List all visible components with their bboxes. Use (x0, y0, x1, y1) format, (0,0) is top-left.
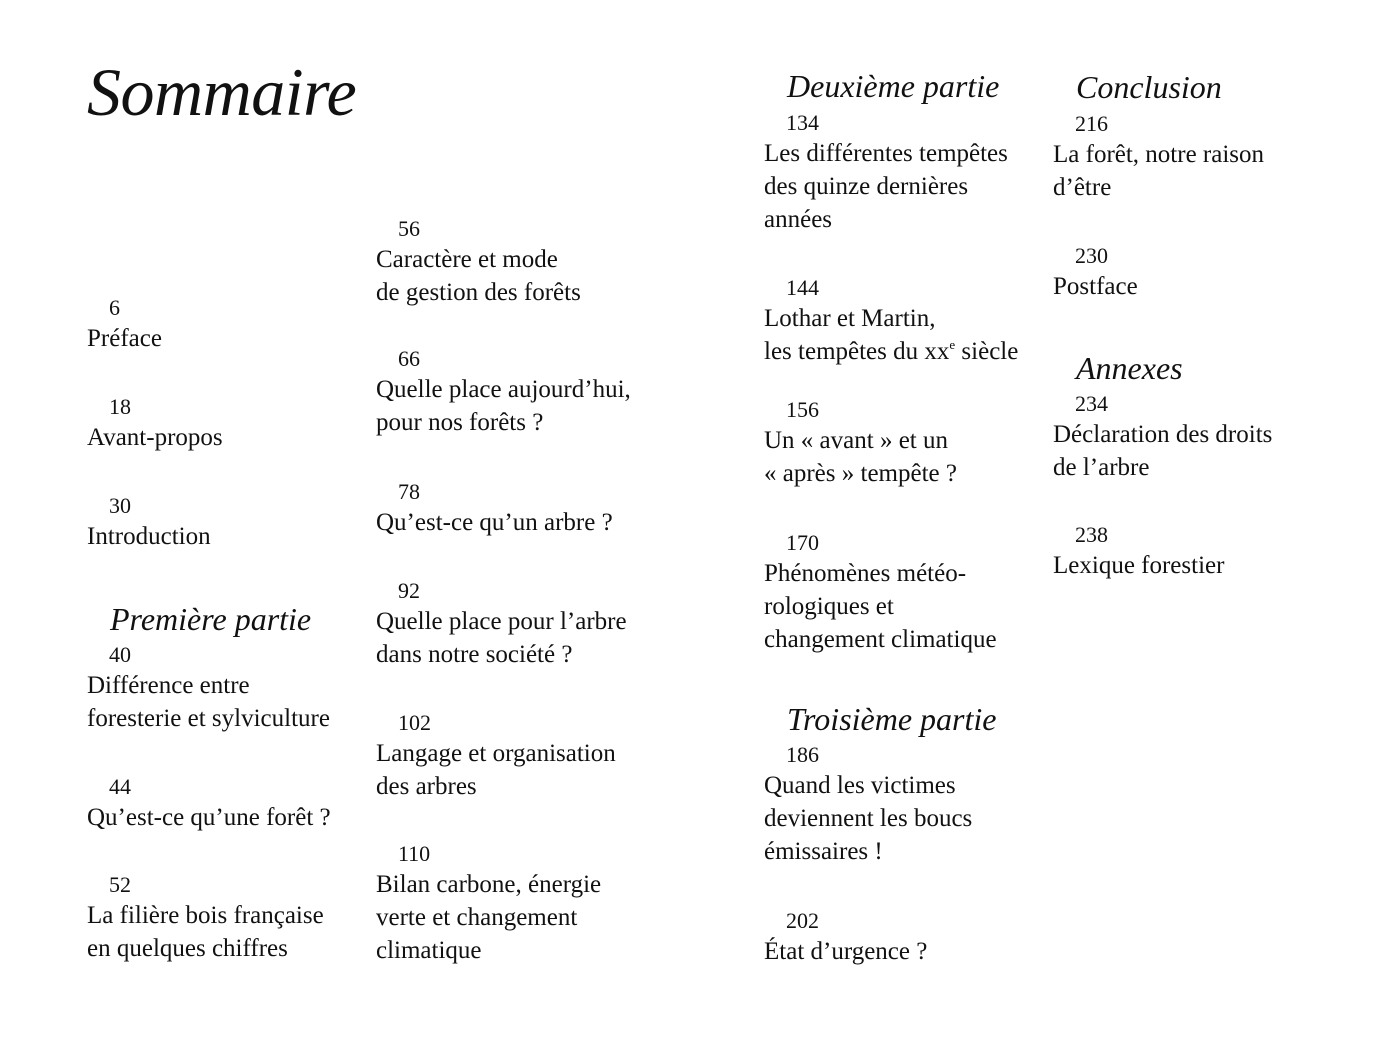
entry-title-line: Les différentes tempêtes (764, 140, 1008, 167)
page-number: 6 (109, 295, 120, 320)
entry-title-line: La forêt, notre raison (1053, 141, 1265, 168)
page-number: 44 (109, 774, 131, 799)
entry-title-line: Quelle place pour l’arbre (376, 608, 627, 635)
toc-entry-bilan-carbone[interactable] (376, 840, 601, 967)
page-number: 216 (1075, 111, 1108, 136)
toc-entry-declaration[interactable] (1053, 390, 1272, 484)
entry-title: Introduction (87, 523, 211, 550)
entry-title: Préface (87, 325, 162, 352)
toc-entry-langage[interactable] (376, 709, 616, 803)
page-number: 40 (109, 642, 131, 667)
entry-title-line: Caractère et mode (376, 246, 558, 273)
entry-title-line: Déclaration des droits (1053, 421, 1273, 448)
toc-entry-raison-detre[interactable] (1053, 110, 1264, 204)
page-number: 238 (1075, 522, 1108, 547)
entry-title-line: La filière bois française (87, 902, 324, 929)
entry-title-line: Lothar et Martin, (764, 305, 936, 332)
entry-title: Postface (1053, 273, 1138, 300)
entry-title-line: des quinze dernières (764, 173, 969, 200)
page-number: 230 (1075, 243, 1108, 268)
page-number: 186 (786, 742, 819, 767)
page-number: 134 (786, 110, 819, 135)
toc-entry-avant-propos[interactable] (87, 393, 223, 454)
page-number: 102 (398, 710, 431, 735)
entry-title-line: Différence entre (87, 672, 250, 699)
entry-title-line: deviennent les boucs (764, 805, 973, 832)
entry-title-text: siècle (955, 338, 1019, 365)
entry-title: Lexique forestier (1053, 552, 1225, 579)
toc-entry-victimes[interactable] (764, 741, 972, 868)
entry-title-line: pour nos forêts ? (376, 409, 544, 436)
toc-entry-preface[interactable] (87, 294, 162, 355)
entry-title-line: Quelle place aujourd’hui, (376, 376, 631, 403)
toc-entry-postface[interactable] (1053, 242, 1138, 303)
page-number: 202 (786, 908, 819, 933)
entry-title-line: climatique (376, 937, 482, 964)
toc-entry-avant-apres[interactable] (764, 396, 957, 490)
toc-entry-phenomenes[interactable] (764, 529, 997, 656)
entry-title-line: rologiques et (764, 593, 894, 620)
superscript: e (949, 337, 956, 352)
page-number: 156 (786, 397, 819, 422)
page-number: 234 (1075, 391, 1108, 416)
toc-entry-lexique[interactable] (1053, 521, 1224, 582)
entry-title-line: d’être (1053, 174, 1112, 201)
part-heading-conclusion: Conclusion (1076, 69, 1222, 105)
page-title: Sommaire (87, 54, 357, 130)
entry-title-line: Un « avant » et un (764, 427, 948, 454)
entry-title-line: Langage et organisation (376, 740, 616, 767)
page-number: 52 (109, 872, 131, 897)
entry-title-line: de gestion des forêts (376, 279, 581, 306)
entry-title-line: émissaires ! (764, 838, 883, 865)
toc-entry-introduction[interactable] (87, 492, 211, 553)
entry-title-line (764, 335, 1018, 368)
page-number: 56 (398, 216, 420, 241)
page-number: 92 (398, 578, 420, 603)
entry-title: Avant-propos (87, 424, 223, 451)
entry-title-line: foresterie et sylviculture (87, 705, 330, 732)
entry-title-line: en quelques chiffres (87, 935, 288, 962)
toc-entry-filiere[interactable] (87, 871, 324, 965)
toc-entry-urgence[interactable] (764, 907, 927, 968)
page-number: 110 (398, 841, 431, 866)
page-number: 78 (398, 479, 420, 504)
toc-entry-place-arbre[interactable] (376, 577, 627, 671)
entry-title-line: années (764, 206, 833, 233)
toc-entry-quelle-place-aujourdhui[interactable] (376, 345, 631, 439)
page-number: 144 (786, 275, 819, 300)
part-heading-troisieme: Troisième partie (787, 701, 997, 737)
entry-title-line: verte et changement (376, 904, 578, 931)
entry-title: État d’urgence ? (764, 938, 928, 965)
entry-title-line: Quand les victimes (764, 772, 956, 799)
page-number: 30 (109, 493, 131, 518)
entry-title: Qu’est-ce qu’un arbre ? (376, 509, 613, 536)
toc-entry-foret[interactable] (87, 773, 331, 834)
entry-title-line: Bilan carbone, énergie (376, 871, 602, 898)
entry-title-text: les tempêtes du xx (764, 338, 950, 365)
toc-entry-caractere[interactable] (376, 215, 581, 309)
toc-entry-tempetes[interactable] (764, 109, 1008, 236)
entry-title-line: changement climatique (764, 626, 997, 653)
toc-entry-arbre[interactable] (376, 478, 613, 539)
toc-entry-difference[interactable] (87, 641, 330, 735)
page-number: 66 (398, 346, 420, 371)
toc-entry-lothar-martin[interactable] (764, 274, 1018, 368)
page-number: 170 (786, 530, 819, 555)
entry-title-line: des arbres (376, 773, 477, 800)
page-number: 18 (109, 394, 131, 419)
entry-title-line: dans notre société ? (376, 641, 573, 668)
part-heading-premiere: Première partie (110, 601, 312, 637)
part-heading-annexes: Annexes (1076, 350, 1183, 386)
entry-title-line: de l’arbre (1053, 454, 1150, 481)
entry-title-line: Phénomènes météo- (764, 560, 967, 587)
entry-title: Qu’est-ce qu’une forêt ? (87, 804, 331, 831)
part-heading-deuxieme: Deuxième partie (787, 68, 1000, 104)
entry-title-line: « après » tempête ? (764, 460, 957, 487)
